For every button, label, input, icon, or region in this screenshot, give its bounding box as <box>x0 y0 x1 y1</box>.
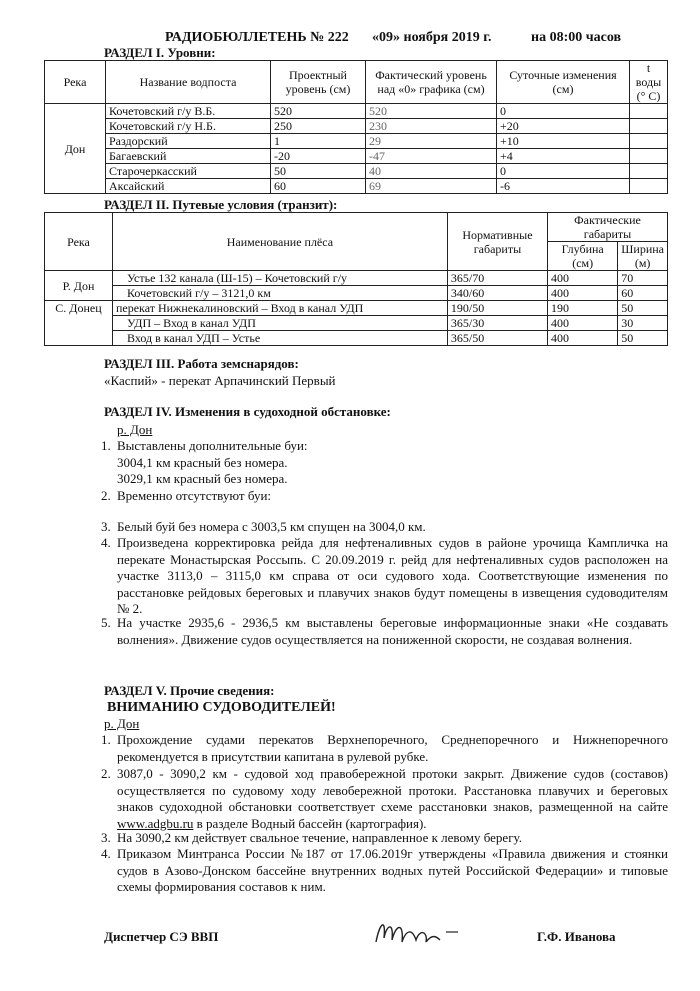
norm-dimensions: 365/30 <box>447 316 547 331</box>
reach-name: перекат Нижнекалиновский – Вход в канал УДП <box>112 301 447 316</box>
col-daily-change: Суточные изменения (см) <box>497 61 630 104</box>
footer-position: Диспетчер СЭ ВВП <box>104 929 219 944</box>
norm-dimensions: 340/60 <box>447 286 547 301</box>
actual-level: -47 <box>366 149 497 164</box>
design-level: 520 <box>271 104 366 119</box>
col-depth: Глубина (см) <box>548 242 618 271</box>
river-cell: С. Донец <box>45 301 113 346</box>
footer-name: Г.Ф. Иванова <box>537 929 616 944</box>
list-item: Прохождение судами перекатов Верхнепоречного, Среднепоречного и Нижнепоречного рекомендуется в присутствии капитана в рулевой рубке. <box>117 732 668 764</box>
table-row <box>45 179 668 194</box>
col-design-level: Проектный уровень (см) <box>271 61 366 104</box>
water-temp <box>630 104 668 119</box>
table-row <box>45 119 668 134</box>
actual-level: 29 <box>366 134 497 149</box>
list-item: 3. На 3090,2 км действует свальное течение, направленное к левому берегу. <box>101 830 522 845</box>
actual-width: 50 <box>618 301 668 316</box>
water-temp <box>630 179 668 194</box>
table-row <box>45 316 668 331</box>
daily-change: +4 <box>497 149 630 164</box>
water-temp <box>630 164 668 179</box>
actual-level: 69 <box>366 179 497 194</box>
design-level: 1 <box>271 134 366 149</box>
list-item: Приказом Минтранса России №187 от 17.06.2019г утверждены «Правила движения и стоянки судов в Азово-Донском бассейне внутренних водных путей Российской Федерации» и типовые схемы формирования составов к ним. <box>117 846 668 894</box>
col-river: Река <box>45 61 106 104</box>
section1-heading: РАЗДЕЛ I. Уровни: <box>104 45 216 60</box>
post-name: Кочетовский г/у Н.Б. <box>106 119 271 134</box>
col-reach-name: Наименование плёса <box>112 213 447 271</box>
reach-name: Кочетовский г/у – 3121,0 км <box>112 286 447 301</box>
design-level: 50 <box>271 164 366 179</box>
reach-name: Вход в канал УДП – Устье <box>112 331 447 346</box>
list-item: 2. Временно отсутствуют буи: <box>101 488 272 503</box>
list-item: 3004,1 км красный без номера. <box>117 455 288 470</box>
dredger-line: «Каспий» - перекат Арпачинский Первый <box>104 373 336 388</box>
col-norm-dimensions: Нормативные габариты <box>447 213 547 271</box>
reach-name: Устье 132 канала (Ш-15) – Кочетовский г/у <box>112 271 447 286</box>
actual-width: 60 <box>618 286 668 301</box>
list-item: 3. Белый буй без номера с 3003,5 км спущен на 3004,0 км. <box>101 519 426 534</box>
list-item: 3087,0 - 3090,2 км - судовой ход правобережной протоки закрыт. Движение судов (составов) осуществляется по судовому ходу левобережной протоки. Расстановка плавучих и береговых знаков судоходной обстановки соответствует схеме расстановки знаков, размещенной на сайте www.adgbu.ru в разделе Водный бассейн (картография). <box>117 766 668 831</box>
list-item: 1. Выставлены дополнительные буи: <box>101 438 308 453</box>
signature-image <box>372 912 464 952</box>
river-cell: Р. Дон <box>45 271 113 301</box>
bulletin-title: РАДИОБЮЛЛЕТЕНЬ № 222 <box>165 30 349 45</box>
levels-header-row <box>45 61 668 104</box>
actual-depth: 190 <box>548 301 618 316</box>
section3-heading: РАЗДЕЛ III. Работа земснарядов: <box>104 356 299 371</box>
list-item-number: 2. <box>101 766 111 781</box>
table-row <box>45 301 668 316</box>
section2-heading: РАЗДЕЛ II. Путевые условия (транзит): <box>104 197 338 212</box>
list-item: 3029,1 км красный без номера. <box>117 471 288 486</box>
daily-change: -6 <box>497 179 630 194</box>
table-row <box>45 149 668 164</box>
table-row <box>45 134 668 149</box>
col-water-temp: t воды (° C) <box>630 61 668 104</box>
daily-change: +10 <box>497 134 630 149</box>
transit-table <box>44 212 668 346</box>
col-actual-dimensions: Фактические габариты <box>548 213 668 242</box>
post-name: Раздорский <box>106 134 271 149</box>
norm-dimensions: 365/70 <box>447 271 547 286</box>
actual-width: 30 <box>618 316 668 331</box>
daily-change: +20 <box>497 119 630 134</box>
actual-level: 40 <box>366 164 497 179</box>
water-temp <box>630 134 668 149</box>
col-river: Река <box>45 213 113 271</box>
norm-dimensions: 190/50 <box>447 301 547 316</box>
design-level: 250 <box>271 119 366 134</box>
post-name: Багаевский <box>106 149 271 164</box>
actual-depth: 400 <box>548 286 618 301</box>
list-item-number: 5. <box>101 615 111 630</box>
actual-depth: 400 <box>548 331 618 346</box>
reach-name: УДП – Вход в канал УДП <box>112 316 447 331</box>
table-row <box>45 331 668 346</box>
actual-width: 50 <box>618 331 668 346</box>
post-name: Кочетовский г/у В.Б. <box>106 104 271 119</box>
bulletin-date: «09» ноября 2019 г. <box>372 30 492 45</box>
table-row <box>45 286 668 301</box>
daily-change: 0 <box>497 104 630 119</box>
actual-depth: 400 <box>548 316 618 331</box>
col-actual-level: Фактический уровень над «0» графика (см) <box>366 61 497 104</box>
actual-level: 520 <box>366 104 497 119</box>
water-temp <box>630 149 668 164</box>
actual-depth: 400 <box>548 271 618 286</box>
bulletin-time: на 08:00 часов <box>531 30 622 45</box>
list-item-number: 1. <box>101 732 111 747</box>
post-name: Старочеркасский <box>106 164 271 179</box>
section4-heading: РАЗДЕЛ IV. Изменения в судоходной обстановке: <box>104 404 391 419</box>
table-row <box>45 104 668 119</box>
norm-dimensions: 365/50 <box>447 331 547 346</box>
water-temp <box>630 119 668 134</box>
actual-level: 230 <box>366 119 497 134</box>
daily-change: 0 <box>497 164 630 179</box>
attention-heading: ВНИМАНИЮ СУДОВОДИТЕЛЕЙ! <box>107 700 336 715</box>
post-name: Аксайский <box>106 179 271 194</box>
site-link[interactable]: www.adgbu.ru <box>117 815 194 831</box>
section5-heading: РАЗДЕЛ V. Прочие сведения: <box>104 683 275 698</box>
river-cell: Дон <box>45 104 106 194</box>
list-item-number: 4. <box>101 846 111 861</box>
col-post-name: Название водпоста <box>106 61 271 104</box>
list-item: На участке 2935,6 - 2936,5 км выставлены береговые информационные знаки «Не создавать волнения». Движение судов осуществляется на пониженной скорости, не создавая волнения. <box>117 615 668 647</box>
actual-width: 70 <box>618 271 668 286</box>
list-item-number: 4. <box>101 535 111 550</box>
list-item: Произведена корректировка рейда для нефтеналивных судов в районе урочища Кампличка на перекате Монастырская Россыпь. С 20.09.2019 г. рейд для нефтеналивных судов расположен на участке 3113,0 – 3115,0 км справа от оси судового хода. Соответствующие изменения по расстановке рейдовых береговых и плавучих знаков будут помещены в извещения судоводителям № 2. <box>117 535 668 616</box>
river-label: р. Дон <box>104 716 140 731</box>
design-level: -20 <box>271 149 366 164</box>
col-width: Ширина (м) <box>618 242 668 271</box>
table-row <box>45 271 668 286</box>
river-label: р. Дон <box>117 422 153 437</box>
table-row <box>45 164 668 179</box>
design-level: 60 <box>271 179 366 194</box>
levels-table <box>44 60 668 194</box>
